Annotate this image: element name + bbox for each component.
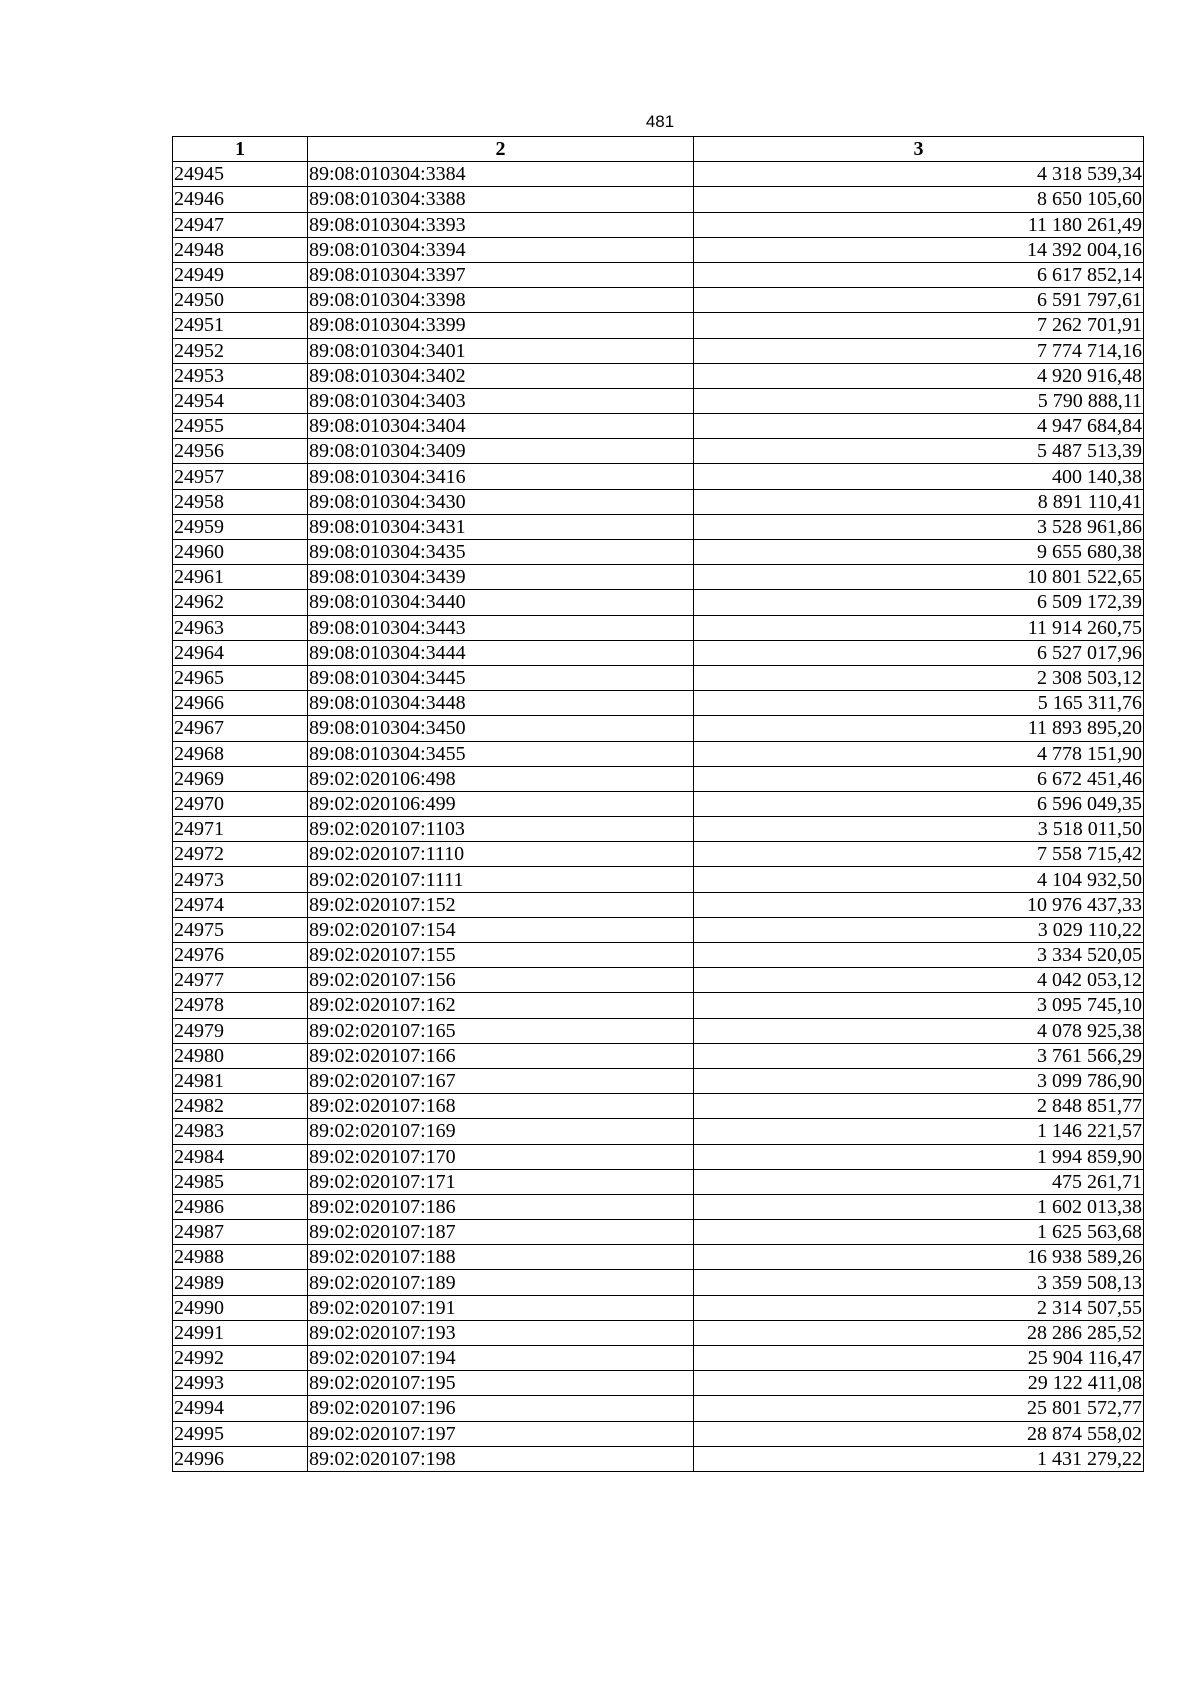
value-cell: 3 095 745,10 <box>694 993 1144 1018</box>
value-cell: 9 655 680,38 <box>694 540 1144 565</box>
table-row <box>173 842 1144 867</box>
value-cell: 8 891 110,41 <box>694 489 1144 514</box>
value-cell: 5 487 513,39 <box>694 439 1144 464</box>
value-cell: 475 261,71 <box>694 1169 1144 1194</box>
row-number-cell: 24992 <box>173 1346 308 1371</box>
row-number-cell: 24984 <box>173 1144 308 1169</box>
row-number-cell: 24947 <box>173 212 308 237</box>
table-row <box>173 590 1144 615</box>
value-cell: 25 904 116,47 <box>694 1346 1144 1371</box>
row-number-cell: 24967 <box>173 716 308 741</box>
table-row <box>173 1371 1144 1396</box>
row-number-cell: 24948 <box>173 237 308 262</box>
row-number-cell: 24966 <box>173 691 308 716</box>
cadastral-number-cell: 89:08:010304:3388 <box>308 187 694 212</box>
row-number-cell: 24962 <box>173 590 308 615</box>
cadastral-number-cell: 89:02:020107:1110 <box>308 842 694 867</box>
row-number-cell: 24970 <box>173 791 308 816</box>
table-row <box>173 1295 1144 1320</box>
value-cell: 6 617 852,14 <box>694 262 1144 287</box>
table-row <box>173 741 1144 766</box>
value-cell: 2 848 851,77 <box>694 1094 1144 1119</box>
table-row <box>173 439 1144 464</box>
row-number-cell: 24980 <box>173 1043 308 1068</box>
value-cell: 2 308 503,12 <box>694 665 1144 690</box>
value-cell: 7 262 701,91 <box>694 313 1144 338</box>
header-row <box>173 137 1144 162</box>
cadastral-number-cell: 89:02:020106:498 <box>308 766 694 791</box>
row-number-cell: 24956 <box>173 439 308 464</box>
cadastral-number-cell: 89:02:020107:162 <box>308 993 694 1018</box>
column-header-1: 1 <box>173 137 308 162</box>
cadastral-number-cell: 89:08:010304:3448 <box>308 691 694 716</box>
cadastral-number-cell: 89:08:010304:3416 <box>308 464 694 489</box>
value-cell: 3 099 786,90 <box>694 1068 1144 1093</box>
row-number-cell: 24976 <box>173 943 308 968</box>
row-number-cell: 24978 <box>173 993 308 1018</box>
table-row <box>173 489 1144 514</box>
table-row <box>173 716 1144 741</box>
table-row <box>173 892 1144 917</box>
table-row <box>173 817 1144 842</box>
cadastral-number-cell: 89:08:010304:3384 <box>308 162 694 187</box>
value-cell: 4 078 925,38 <box>694 1018 1144 1043</box>
table-row <box>173 363 1144 388</box>
cadastral-number-cell: 89:08:010304:3445 <box>308 665 694 690</box>
table-row <box>173 514 1144 539</box>
row-number-cell: 24989 <box>173 1270 308 1295</box>
cadastral-number-cell: 89:02:020107:155 <box>308 943 694 968</box>
table-row <box>173 1320 1144 1345</box>
row-number-cell: 24959 <box>173 514 308 539</box>
row-number-cell: 24964 <box>173 640 308 665</box>
value-cell: 3 528 961,86 <box>694 514 1144 539</box>
value-cell: 29 122 411,08 <box>694 1371 1144 1396</box>
value-cell: 3 518 011,50 <box>694 817 1144 842</box>
row-number-cell: 24993 <box>173 1371 308 1396</box>
cadastral-number-cell: 89:08:010304:3409 <box>308 439 694 464</box>
value-cell: 25 801 572,77 <box>694 1396 1144 1421</box>
row-number-cell: 24995 <box>173 1421 308 1446</box>
row-number-cell: 24953 <box>173 363 308 388</box>
value-cell: 6 591 797,61 <box>694 288 1144 313</box>
value-cell: 1 625 563,68 <box>694 1220 1144 1245</box>
value-cell: 3 029 110,22 <box>694 917 1144 942</box>
table-row <box>173 540 1144 565</box>
table-row <box>173 1094 1144 1119</box>
row-number-cell: 24983 <box>173 1119 308 1144</box>
row-number-cell: 24960 <box>173 540 308 565</box>
table-row <box>173 565 1144 590</box>
row-number-cell: 24977 <box>173 968 308 993</box>
row-number-cell: 24949 <box>173 262 308 287</box>
cadastral-number-cell: 89:02:020107:196 <box>308 1396 694 1421</box>
row-number-cell: 24958 <box>173 489 308 514</box>
row-number-cell: 24990 <box>173 1295 308 1320</box>
value-cell: 4 947 684,84 <box>694 414 1144 439</box>
cadastral-number-cell: 89:02:020107:186 <box>308 1194 694 1219</box>
cadastral-number-cell: 89:02:020107:1111 <box>308 867 694 892</box>
row-number-cell: 24975 <box>173 917 308 942</box>
table-row <box>173 1018 1144 1043</box>
table-row <box>173 288 1144 313</box>
table-row <box>173 1119 1144 1144</box>
registry-table <box>172 136 1144 1472</box>
cadastral-number-cell: 89:08:010304:3455 <box>308 741 694 766</box>
value-cell: 6 672 451,46 <box>694 766 1144 791</box>
table-row <box>173 1245 1144 1270</box>
cadastral-number-cell: 89:08:010304:3444 <box>308 640 694 665</box>
cadastral-number-cell: 89:08:010304:3393 <box>308 212 694 237</box>
table-row <box>173 615 1144 640</box>
cadastral-number-cell: 89:08:010304:3399 <box>308 313 694 338</box>
value-cell: 6 509 172,39 <box>694 590 1144 615</box>
cadastral-number-cell: 89:02:020107:193 <box>308 1320 694 1345</box>
value-cell: 5 165 311,76 <box>694 691 1144 716</box>
value-cell: 6 527 017,96 <box>694 640 1144 665</box>
table-row <box>173 338 1144 363</box>
table-row <box>173 1446 1144 1471</box>
value-cell: 11 180 261,49 <box>694 212 1144 237</box>
row-number-cell: 24946 <box>173 187 308 212</box>
row-number-cell: 24974 <box>173 892 308 917</box>
table-row <box>173 1144 1144 1169</box>
cadastral-number-cell: 89:08:010304:3397 <box>308 262 694 287</box>
value-cell: 2 314 507,55 <box>694 1295 1144 1320</box>
cadastral-number-cell: 89:02:020107:166 <box>308 1043 694 1068</box>
value-cell: 28 874 558,02 <box>694 1421 1144 1446</box>
cadastral-number-cell: 89:08:010304:3439 <box>308 565 694 590</box>
cadastral-number-cell: 89:08:010304:3401 <box>308 338 694 363</box>
row-number-cell: 24987 <box>173 1220 308 1245</box>
row-number-cell: 24950 <box>173 288 308 313</box>
row-number-cell: 24982 <box>173 1094 308 1119</box>
value-cell: 11 914 260,75 <box>694 615 1144 640</box>
table-row <box>173 464 1144 489</box>
row-number-cell: 24965 <box>173 665 308 690</box>
value-cell: 10 976 437,33 <box>694 892 1144 917</box>
table-row <box>173 1270 1144 1295</box>
cadastral-number-cell: 89:08:010304:3398 <box>308 288 694 313</box>
table-row <box>173 993 1144 1018</box>
cadastral-number-cell: 89:02:020107:197 <box>308 1421 694 1446</box>
row-number-cell: 24971 <box>173 817 308 842</box>
row-number-cell: 24981 <box>173 1068 308 1093</box>
table-row <box>173 162 1144 187</box>
table-row <box>173 968 1144 993</box>
table-row <box>173 414 1144 439</box>
value-cell: 10 801 522,65 <box>694 565 1144 590</box>
row-number-cell: 24957 <box>173 464 308 489</box>
row-number-cell: 24968 <box>173 741 308 766</box>
row-number-cell: 24996 <box>173 1446 308 1471</box>
row-number-cell: 24961 <box>173 565 308 590</box>
value-cell: 3 334 520,05 <box>694 943 1144 968</box>
table-row <box>173 943 1144 968</box>
cadastral-number-cell: 89:08:010304:3450 <box>308 716 694 741</box>
table-row <box>173 691 1144 716</box>
row-number-cell: 24986 <box>173 1194 308 1219</box>
value-cell: 1 146 221,57 <box>694 1119 1144 1144</box>
value-cell: 1 994 859,90 <box>694 1144 1144 1169</box>
cadastral-number-cell: 89:02:020107:169 <box>308 1119 694 1144</box>
row-number-cell: 24963 <box>173 615 308 640</box>
value-cell: 3 761 566,29 <box>694 1043 1144 1068</box>
table-row <box>173 791 1144 816</box>
table-row <box>173 766 1144 791</box>
cadastral-number-cell: 89:08:010304:3440 <box>308 590 694 615</box>
row-number-cell: 24969 <box>173 766 308 791</box>
cadastral-number-cell: 89:02:020107:170 <box>308 1144 694 1169</box>
table-row <box>173 1068 1144 1093</box>
table-row <box>173 237 1144 262</box>
cadastral-number-cell: 89:02:020107:152 <box>308 892 694 917</box>
cadastral-number-cell: 89:02:020107:167 <box>308 1068 694 1093</box>
value-cell: 11 893 895,20 <box>694 716 1144 741</box>
cadastral-number-cell: 89:02:020107:168 <box>308 1094 694 1119</box>
value-cell: 7 558 715,42 <box>694 842 1144 867</box>
table-row <box>173 1043 1144 1068</box>
table-row <box>173 187 1144 212</box>
cadastral-number-cell: 89:02:020107:191 <box>308 1295 694 1320</box>
row-number-cell: 24988 <box>173 1245 308 1270</box>
table-row <box>173 1220 1144 1245</box>
cadastral-number-cell: 89:08:010304:3431 <box>308 514 694 539</box>
value-cell: 5 790 888,11 <box>694 388 1144 413</box>
row-number-cell: 24994 <box>173 1396 308 1421</box>
row-number-cell: 24973 <box>173 867 308 892</box>
value-cell: 400 140,38 <box>694 464 1144 489</box>
cadastral-number-cell: 89:02:020107:187 <box>308 1220 694 1245</box>
cadastral-number-cell: 89:02:020107:194 <box>308 1346 694 1371</box>
table-row <box>173 212 1144 237</box>
cadastral-number-cell: 89:02:020107:171 <box>308 1169 694 1194</box>
value-cell: 1 431 279,22 <box>694 1446 1144 1471</box>
cadastral-number-cell: 89:02:020106:499 <box>308 791 694 816</box>
cadastral-number-cell: 89:08:010304:3402 <box>308 363 694 388</box>
value-cell: 28 286 285,52 <box>694 1320 1144 1345</box>
cadastral-number-cell: 89:08:010304:3435 <box>308 540 694 565</box>
row-number-cell: 24979 <box>173 1018 308 1043</box>
row-number-cell: 24985 <box>173 1169 308 1194</box>
value-cell: 4 920 916,48 <box>694 363 1144 388</box>
table-header <box>173 137 1144 162</box>
value-cell: 4 318 539,34 <box>694 162 1144 187</box>
cadastral-number-cell: 89:02:020107:154 <box>308 917 694 942</box>
value-cell: 16 938 589,26 <box>694 1245 1144 1270</box>
cadastral-number-cell: 89:02:020107:189 <box>308 1270 694 1295</box>
table-row <box>173 1169 1144 1194</box>
cadastral-number-cell: 89:02:020107:156 <box>308 968 694 993</box>
column-header-2: 2 <box>308 137 694 162</box>
value-cell: 6 596 049,35 <box>694 791 1144 816</box>
value-cell: 4 104 932,50 <box>694 867 1144 892</box>
table-row <box>173 1346 1144 1371</box>
cadastral-number-cell: 89:02:020107:195 <box>308 1371 694 1396</box>
table-row <box>173 1194 1144 1219</box>
table-row <box>173 917 1144 942</box>
value-cell: 8 650 105,60 <box>694 187 1144 212</box>
table-row <box>173 867 1144 892</box>
table-row <box>173 313 1144 338</box>
cadastral-number-cell: 89:08:010304:3394 <box>308 237 694 262</box>
table-body <box>173 162 1144 1472</box>
cadastral-number-cell: 89:08:010304:3430 <box>308 489 694 514</box>
table-row <box>173 665 1144 690</box>
table-row <box>173 640 1144 665</box>
row-number-cell: 24955 <box>173 414 308 439</box>
cadastral-number-cell: 89:08:010304:3403 <box>308 388 694 413</box>
value-cell: 7 774 714,16 <box>694 338 1144 363</box>
row-number-cell: 24951 <box>173 313 308 338</box>
table-row <box>173 1421 1144 1446</box>
value-cell: 4 042 053,12 <box>694 968 1144 993</box>
value-cell: 3 359 508,13 <box>694 1270 1144 1295</box>
row-number-cell: 24952 <box>173 338 308 363</box>
value-cell: 14 392 004,16 <box>694 237 1144 262</box>
cadastral-number-cell: 89:02:020107:198 <box>308 1446 694 1471</box>
value-cell: 1 602 013,38 <box>694 1194 1144 1219</box>
cadastral-number-cell: 89:02:020107:1103 <box>308 817 694 842</box>
table-row <box>173 262 1144 287</box>
row-number-cell: 24972 <box>173 842 308 867</box>
row-number-cell: 24945 <box>173 162 308 187</box>
cadastral-number-cell: 89:02:020107:165 <box>308 1018 694 1043</box>
row-number-cell: 24991 <box>173 1320 308 1345</box>
cadastral-number-cell: 89:08:010304:3443 <box>308 615 694 640</box>
cadastral-number-cell: 89:02:020107:188 <box>308 1245 694 1270</box>
table-row <box>173 1396 1144 1421</box>
value-cell: 4 778 151,90 <box>694 741 1144 766</box>
row-number-cell: 24954 <box>173 388 308 413</box>
page-number: 481 <box>645 112 675 131</box>
table-row <box>173 388 1144 413</box>
cadastral-number-cell: 89:08:010304:3404 <box>308 414 694 439</box>
column-header-3: 3 <box>694 137 1144 162</box>
